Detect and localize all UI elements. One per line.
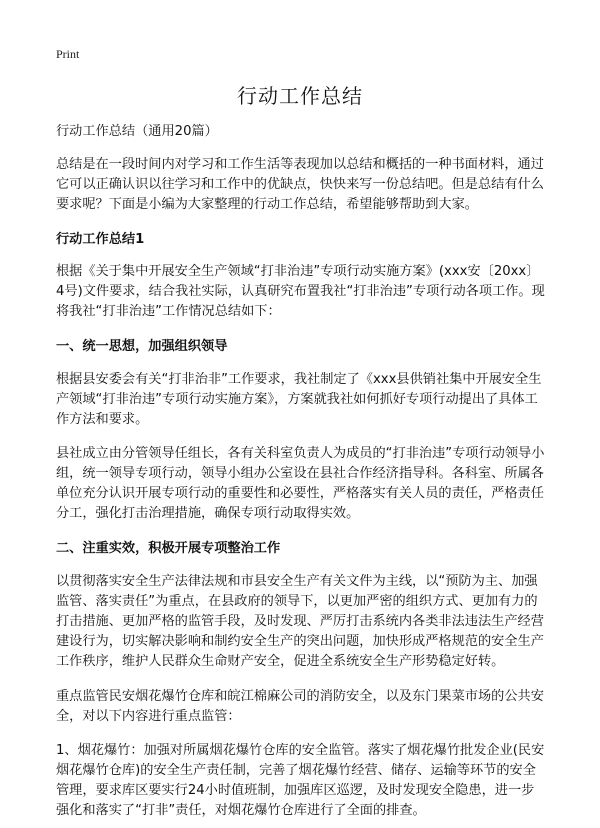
section-1-heading: 一、统一思想，加强组织领导 <box>56 339 228 354</box>
paragraph-5: 重点监管民安烟花爆竹仓库和皖江棉麻公司的消防安全，以及东门果菜市场的公共安全，对以下内容进行重点监管： <box>56 689 544 724</box>
print-link[interactable]: Print <box>56 47 80 61</box>
intro-paragraph: 总结是在一段时间内对学习和工作生活等表现加以总结和概括的一种书面材料，通过它可以正确认识以往学习和工作中的优缺点，快快来写一份总结吧。但是总结有什么要求呢？下面是小编为大家整理的行动工作总结，希望能够帮助到大家。 <box>56 157 544 212</box>
paragraph-6: 1、烟花爆竹：加强对所属烟花爆竹仓库的安全监管。落实了烟花爆竹批发企业(民安烟花爆竹仓库)的安全生产责任制，完善了烟花爆竹经营、储存、运输等环节的安全管理，要求库区要实行24小时值班制，加强库区巡逻，及时发现安全隐患，进一步强化和落实了“打非”责任，对烟花爆竹仓库进行了全面的排查。 <box>56 743 545 818</box>
paragraph-2: 根据县安委会有关“打非治非”工作要求，我社制定了《xxx县供销社集中开展安全生产领域“打非治违”专项行动实施方案》，方案就我社如何抓好专项行动提出了具体工作方法和要求。 <box>56 372 542 427</box>
paragraph-3: 县社成立由分管领导任组长，各有关科室负责人为成员的“打非治违”专项行动领导小组，统一领导专项行动，领导小组办公室设在县社合作经济指导科。各科室、所属各单位充分认识开展专项行动的重要性和必要性，严格落实有关人员的责任，严格责任分工，强化打击治理措施，确保专项行动取得实效。 <box>56 446 545 521</box>
article-heading: 行动工作总结1 <box>56 232 145 247</box>
document-subtitle: 行动工作总结（通用20篇） <box>56 124 218 139</box>
paragraph-1: 根据《关于集中开展安全生产领域“打非治违”专项行动实施方案》(xxx安〔20xx〕4号)文件要求，结合我社实际，认真研究布置我社“打非治违”专项行动各项工作。现将我社“打非治违”工作情况总结如下： <box>56 264 545 319</box>
document-title: 行动工作总结 <box>237 84 363 108</box>
document-body <box>56 122 546 821</box>
section-2-heading: 二、注重实效，积极开展专项整治工作 <box>56 541 281 556</box>
paragraph-4: 以贯彻落实安全生产法律法规和市县安全生产有关文件为主线，以“预防为主、加强监管、落实责任”为重点，在县政府的领导下，以更加严密的组织方式、更加有力的打击措施、更加严格的监管手段，及时发现、严厉打击系统内各类非法违法生产经营建设行为，切实解决影响和制约安全生产的突出问题，加快形成严格规范的安全生产工作秩序，维护人民群众生命财产安全，促进全系统安全生产形势稳定好转。 <box>56 574 544 669</box>
